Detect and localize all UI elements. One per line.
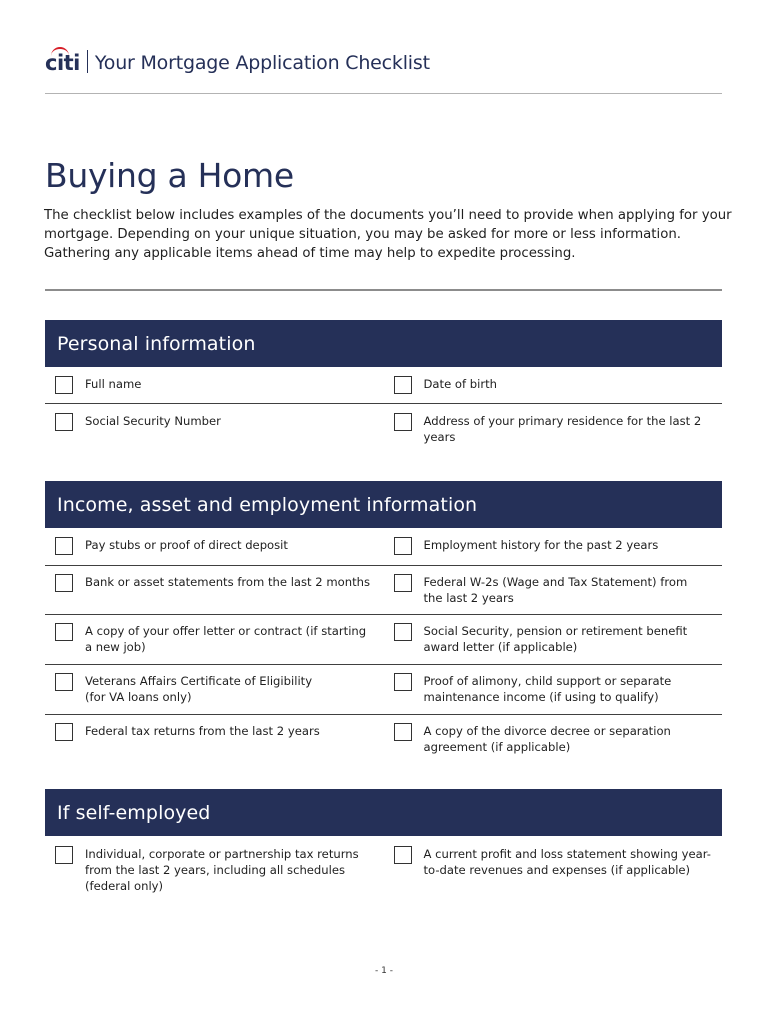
item-label: A copy of your offer letter or contract (if starting a new job)	[85, 624, 367, 654]
citi-logo	[45, 50, 80, 76]
checklist-row	[45, 566, 722, 615]
item-label: Veterans Affairs Certificate of Eligibility (for VA loans only)	[85, 674, 313, 704]
header-divider	[87, 50, 88, 73]
checkbox-ssn[interactable]	[55, 413, 73, 431]
checklist-item	[384, 413, 723, 456]
item-label: Individual, corporate or partnership tax returns from the last 2 years, including all schedules (federal only)	[85, 847, 359, 893]
section-self-employed	[45, 789, 722, 902]
section-title: Personal information	[45, 320, 722, 367]
checklist-item	[384, 846, 723, 902]
checklist-item	[45, 537, 384, 565]
intro-paragraph: The checklist below includes examples of the documents you’ll need to provide when applying for your mortgage. Depending on your unique situation, you may be asked for more or less information. Gathering any applicable items ahead of time may help to expedite processing.	[44, 208, 732, 261]
item-label: Social Security Number	[85, 414, 221, 428]
section-income-asset-employment	[45, 481, 722, 767]
checklist-item	[384, 376, 723, 403]
checklist-row	[45, 615, 722, 665]
item-label: Federal tax returns from the last 2 years	[85, 724, 320, 738]
intro-rule	[45, 289, 722, 291]
checklist-row	[45, 404, 722, 456]
document-header	[45, 50, 722, 94]
item-label: Employment history for the past 2 years	[423, 538, 659, 552]
item-label: A current profit and loss statement showing year-to-date revenues and expenses (if applicable)	[423, 847, 711, 877]
citi-arc-icon	[51, 47, 69, 56]
checklist-item	[384, 537, 723, 565]
item-label: Pay stubs or proof of direct deposit	[85, 538, 288, 552]
header-title: Your Mortgage Application Checklist	[94, 52, 430, 74]
item-label: Bank or asset statements from the last 2 months	[85, 575, 371, 589]
header-rule	[45, 93, 722, 94]
checklist-item	[45, 723, 384, 767]
item-label: Address of your primary residence for the last 2 years	[423, 414, 702, 444]
section-title: If self-employed	[45, 789, 722, 836]
checkbox-bank-statements[interactable]	[55, 574, 73, 592]
checklist-item	[384, 574, 723, 614]
checklist-item	[384, 673, 723, 714]
page-title: Buying a Home	[45, 156, 294, 195]
checklist-item	[45, 623, 384, 664]
checklist-item	[45, 413, 384, 456]
checkbox-date-of-birth[interactable]	[394, 376, 412, 394]
item-label: Date of birth	[423, 377, 497, 391]
checkbox-primary-residence[interactable]	[394, 413, 412, 431]
checklist-item	[384, 623, 723, 664]
checklist-item	[45, 846, 384, 902]
item-label: Federal W-2s (Wage and Tax Statement) from the last 2 years	[423, 575, 688, 605]
checklist-row	[45, 367, 722, 404]
page-number: - 1 -	[375, 966, 393, 976]
checkbox-va-certificate[interactable]	[55, 673, 73, 691]
checkbox-employment-history[interactable]	[394, 537, 412, 555]
checkbox-profit-loss-statement[interactable]	[394, 846, 412, 864]
checklist-row	[45, 715, 722, 767]
checkbox-federal-tax-returns[interactable]	[55, 723, 73, 741]
item-label: Proof of alimony, child support or separate maintenance income (if using to qualify)	[423, 674, 672, 704]
item-label: Full name	[85, 377, 142, 391]
checklist-row	[45, 665, 722, 715]
checklist-item	[45, 376, 384, 403]
checkbox-w2s[interactable]	[394, 574, 412, 592]
checklist-item	[384, 723, 723, 767]
checkbox-pay-stubs[interactable]	[55, 537, 73, 555]
checkbox-benefit-award-letter[interactable]	[394, 623, 412, 641]
checklist-item	[45, 574, 384, 614]
item-label: Social Security, pension or retirement benefit award letter (if applicable)	[423, 624, 688, 654]
checklist-item	[45, 673, 384, 714]
checkbox-alimony-proof[interactable]	[394, 673, 412, 691]
checklist-row	[45, 836, 722, 902]
section-personal-information	[45, 320, 722, 456]
checkbox-business-tax-returns[interactable]	[55, 846, 73, 864]
citi-logo-text: citi	[45, 51, 80, 75]
section-title: Income, asset and employment information	[45, 481, 722, 528]
item-label: A copy of the divorce decree or separation agreement (if applicable)	[423, 724, 671, 754]
checklist-row	[45, 528, 722, 566]
checkbox-full-name[interactable]	[55, 376, 73, 394]
checkbox-offer-letter[interactable]	[55, 623, 73, 641]
checkbox-divorce-decree[interactable]	[394, 723, 412, 741]
